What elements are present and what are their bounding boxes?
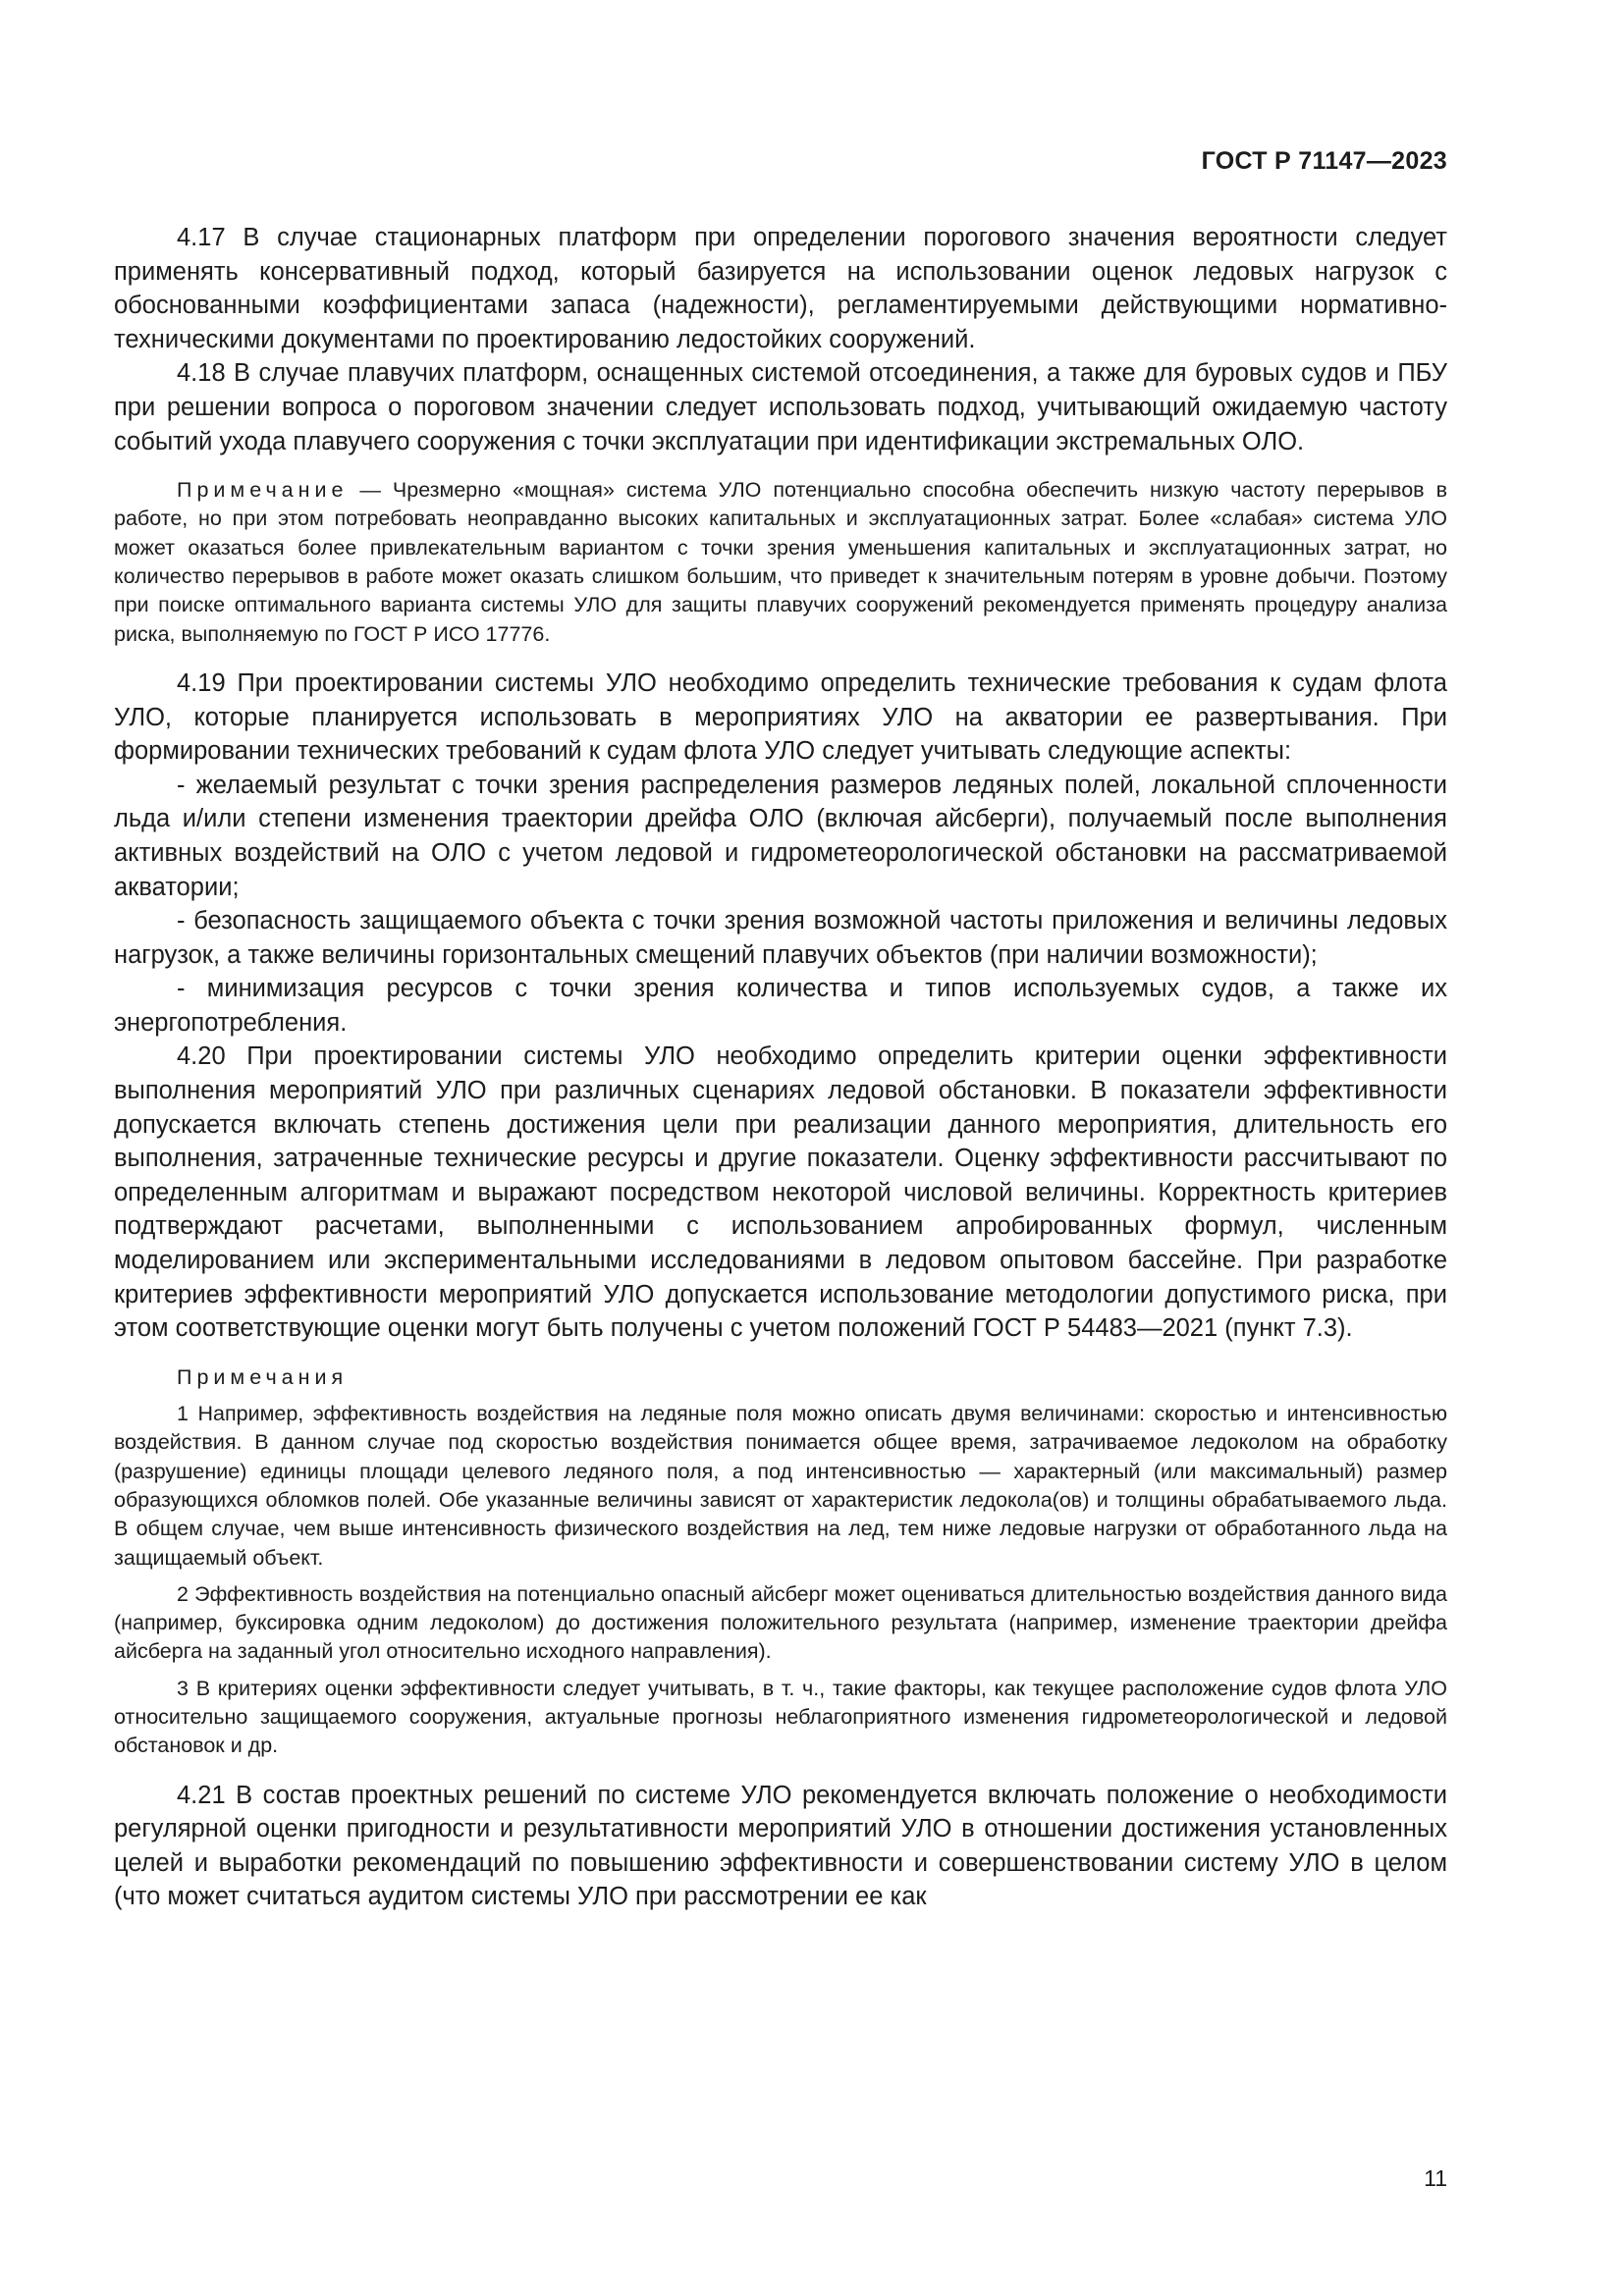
note-label: Примечание (177, 478, 349, 503)
document-body (114, 221, 1447, 1914)
list-item-2: - безопасность защищаемого объекта с точки зрения возможной частоты приложения и величины ледовых нагрузок, а также величины горизонтальных смещений плавучих объектов (при наличии возможности); (114, 907, 1447, 969)
notes-heading: Примечания (177, 1364, 349, 1389)
note-text: — Чрезмерно «мощная» система УЛО потенциально способна обеспечить низкую частоту перерывов в работе, но при этом потребовать неоправданно высоких капитальных и эксплуатационных затрат. Более «слабая» система УЛО может оказаться более привлекательным вариантом с точки зрения уменьшения капитальных и эксплуатационных затрат, но количество перерывов в работе может оказать слишком большим, что приведет к значительным потерям в уровне добычи. Поэтому при поиске оптимального варианта системы УЛО для защиты плавучих сооружений рекомендуется применять процедуру анализа риска, выполняемую по ГОСТ Р ИСО 17776. (114, 478, 1447, 646)
list-item-3: - минимизация ресурсов с точки зрения количества и типов используемых судов, а также их энергопотребления. (114, 975, 1447, 1037)
list-item-1: - желаемый результат с точки зрения распределения размеров ледяных полей, локальной сплоченности льда и/или степени изменения траектории дрейфа ОЛО (включая айсберги), получаемый после выполнения активных воздействий на ОЛО с учетом ледовой и гидрометеорологической обстановки на рассматриваемой акватории; (114, 771, 1447, 901)
note-4-18 (114, 476, 1447, 649)
paragraph-4-18: 4.18 В случае плавучих платформ, оснащенных системой отсоединения, а также для буровых судов и ПБУ при решении вопроса о пороговом значении следует использовать подход, учитывающий ожидаемую частоту событий ухода плавучего сооружения с точки эксплуатации при идентификации экстремальных ОЛО. (114, 359, 1447, 455)
note-3: 3 В критериях оценки эффективности следует учитывать, в т. ч., такие факторы, как текущее расположение судов флота УЛО относительно защищаемого сооружения, актуальные прогнозы неблагоприятного изменения гидрометеорологической и ледовой обстановок и др. (114, 1676, 1447, 1758)
paragraph-4-17: 4.17 В случае стационарных платформ при определении порогового значения вероятности следует применять консервативный подход, который базируется на использовании оценок ледовых нагрузок с обоснованными коэффициентами запаса (надежности), регламентируемыми действующими нормативно-техническими документами по проектированию ледостойких сооружений. (114, 224, 1447, 353)
paragraph-4-21: 4.21 В состав проектных решений по системе УЛО рекомендуется включать положение о необходимости регулярной оценки пригодности и результативности мероприятий УЛО в отношении достижения установленных целей и выработки рекомендаций по повышению эффективности и совершенствовании систему УЛО в целом (что может считаться аудитом системы УЛО при рассмотрении ее как (114, 1781, 1447, 1911)
note-1: 1 Например, эффективность воздействия на ледяные поля можно описать двумя величинами: скоростью и интенсивностью воздействия. В данном случае под скоростью воздействия понимается общее время, затрачиваемое ледоколом на обработку (разрушение) единицы площади целевого ледяного поля, а под интенсивностью — характерный (или максимальный) размер образующихся обломков полей. Обе указанные величины зависят от характеристик ледокола(ов) и толщины обрабатываемого льда. В общем случае, чем выше интенсивность физического воздействия на лед, тем ниже ледовые нагрузки от обработанного льда на защищаемый объект. (114, 1402, 1447, 1570)
paragraph-4-19: 4.19 При проектировании системы УЛО необходимо определить технические требования к судам флота УЛО, которые планируется использовать в мероприятиях УЛО на акватории ее развертывания. При формировании технических требований к судам флота УЛО следует учитывать следующие аспекты: (114, 668, 1447, 766)
document-code: ГОСТ Р 71147—2023 (1201, 147, 1447, 175)
paragraph-4-20: 4.20 При проектировании системы УЛО необходимо определить критерии оценки эффективности выполнения мероприятий УЛО при различных сценариях ледовой обстановки. В показатели эффективности допускается включать степень достижения цели при реализации данного мероприятия, длительность его выполнения, затраченные технические ресурсы и другие показатели. Оценку эффективности рассчитывают по определенным алгоритмам и выражают посредством некоторой числовой величины. Корректность критериев подтверждают расчетами, выполненными с использованием апробированных формул, численным моделированием или экспериментальными исследованиями в ледовом опытовом бассейне. При разработке критериев эффективности мероприятий УЛО допускается использование методологии допустимого риска, при этом соответствующие оценки могут быть получены с учетом положений ГОСТ Р 54483—2021 (пункт 7.3). (114, 1042, 1447, 1343)
note-2: 2 Эффективность воздействия на потенциально опасный айсберг может оцениваться длительностью воздействия данного вида (например, буксировка одним ледоколом) до достижения положительного результата (например, изменение траектории дрейфа айсберга на заданный угол относительно исходного направления). (114, 1581, 1447, 1664)
page-number: 11 (1424, 2165, 1447, 2191)
